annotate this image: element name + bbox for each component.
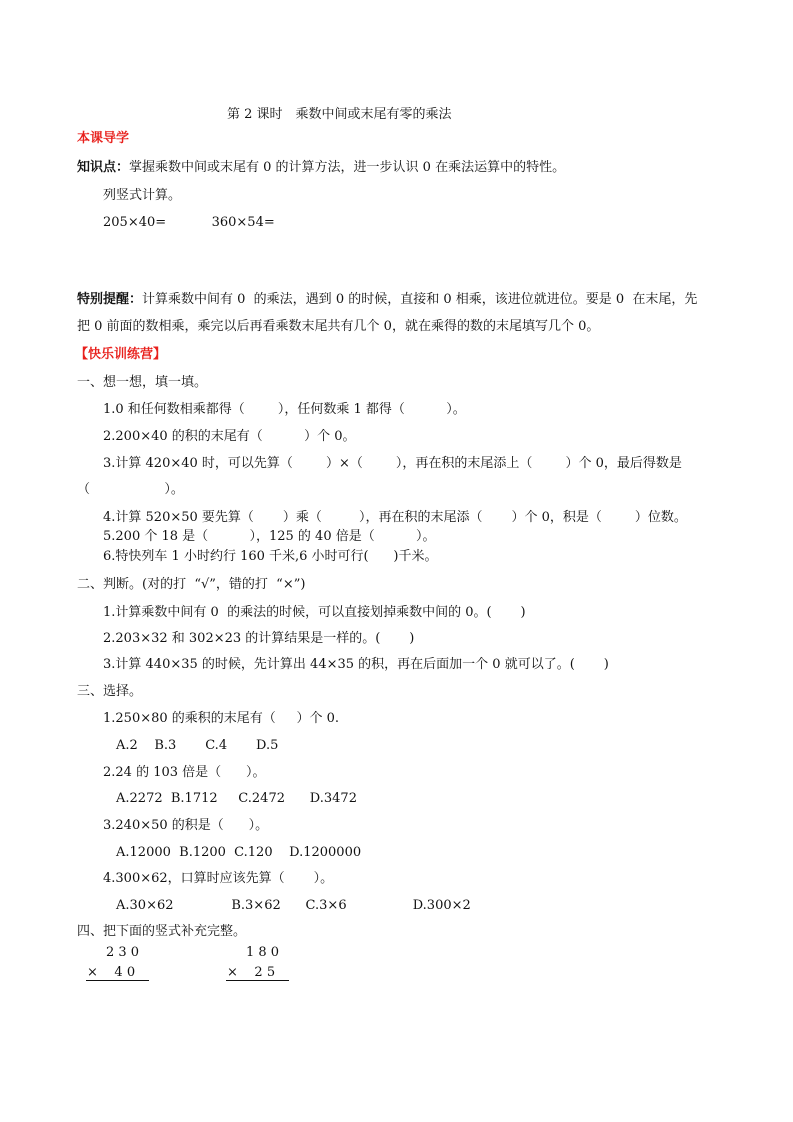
section-3-title: 三、选择。: [77, 684, 143, 699]
s3-question-4: 4.300×62，口算时应该先算（ ）。: [103, 871, 334, 886]
s2-question-3: 3.计算 440×35 的时候，先计算出 44×35 的积，再在后面加一个 0 就可以了。( ): [103, 657, 609, 672]
s3-question-2: 2.24 的 103 倍是（ ）。: [103, 765, 266, 780]
s1-question-3: 3.计算 420×40 时，可以先算（ ）×（ ），再在积的末尾添上（ ）个 0，最后得数是: [103, 456, 682, 471]
s3-question-1: 1.250×80 的乘积的末尾有（ ）个 0.: [103, 711, 339, 726]
exercise-items: 205×40= 360×54=: [103, 215, 275, 230]
s3-question-3: 3.240×50 的积是（ ）。: [103, 818, 269, 833]
s3-question-1-options: A.2 B.3 C.4 D.5: [116, 738, 279, 753]
s3-question-3-options: A.12000 B.1200 C.120 D.1200000: [116, 845, 362, 860]
section-1-title: 一、想一想，填一填。: [77, 375, 208, 390]
s3-question-2-options: A.2272 B.1712 C.2472 D.3472: [116, 791, 357, 806]
tip-line-2: 把 0 前面的数相乘，乘完以后再看乘数末尾共有几个 0，就在乘得的数的末尾填写几个 0。: [77, 319, 600, 334]
tip-line-1: [77, 292, 697, 308]
exercise-prompt: 列竖式计算。: [103, 188, 182, 203]
vertical-calc-a-bottom: × 4 0: [87, 965, 136, 980]
vertical-calc-b-top: 1 8 0: [246, 945, 280, 960]
s2-question-1: 1.计算乘数中间有 0 的乘法的时候，可以直接划掉乘数中间的 0。( ): [103, 605, 526, 620]
vertical-calc-b-bottom: × 2 5: [227, 965, 276, 980]
practice-heading: 【快乐训练营】: [75, 347, 167, 362]
vertical-calc-a-line: [86, 980, 149, 981]
s1-question-2: 2.200×40 的积的末尾有（ ）个 0。: [103, 429, 356, 444]
s1-question-6: 6.特快列车 1 小时约行 160 千米,6 小时可行( )千米。: [103, 549, 438, 564]
s2-question-2: 2.203×32 和 302×23 的计算结果是一样的。( ): [103, 631, 415, 646]
tip-label: 特别提醒：: [77, 292, 143, 307]
section-2-title: 二、判断。(对的打 “√”，错的打 “×”): [77, 577, 306, 592]
page-title: 第 2 课时 乘数中间或末尾有零的乘法: [227, 107, 452, 122]
vertical-calc-a-top: 2 3 0: [106, 945, 140, 960]
section-4-title: 四、把下面的竖式补充完整。: [77, 924, 247, 939]
s1-question-1: 1.0 和任何数相乘都得（ ），任何数乘 1 都得（ ）。: [103, 402, 466, 417]
knowledge-point: [77, 160, 565, 176]
s3-question-4-options: A.30×62 B.3×62 C.3×6 D.300×2: [116, 898, 471, 913]
guide-heading: 本课导学: [77, 131, 130, 146]
knowledge-text: 掌握乘数中间或末尾有 0 的计算方法，进一步认识 0 在乘法运算中的特性。: [129, 160, 566, 175]
s1-question-4: 4.计算 520×50 要先算（ ）乘（ ），再在积的末尾添（ ）个 0，积是（ ）位数。: [103, 510, 687, 525]
s1-question-3-cont: （ ）。: [77, 482, 184, 497]
knowledge-label: 知识点：: [77, 160, 130, 175]
s1-question-5: 5.200 个 18 是（ ），125 的 40 倍是（ ）。: [103, 529, 436, 544]
tip-text-1: 计算乘数中间有 0 的乘法，遇到 0 的时候，直接和 0 相乘，该进位就进位。要是 0 在末尾，先: [142, 292, 698, 307]
vertical-calc-b-line: [226, 980, 289, 981]
